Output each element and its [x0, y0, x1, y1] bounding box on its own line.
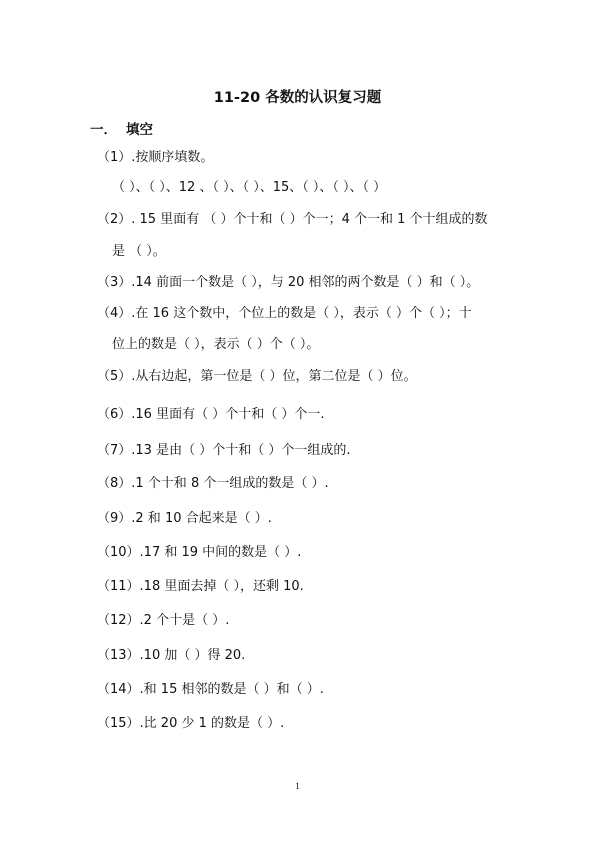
page-number: 1	[295, 781, 300, 791]
question-3: （3）.14 前面一个数是（ ），与 20 相邻的两个数是（ ）和（ ）。	[97, 275, 480, 290]
question-6: （6）.16 里面有（ ）个十和（ ）个一.	[97, 407, 325, 422]
question-2-line-1: （2）. 15 里面有 （ ）个十和（ ）个一；4 个一和 1 个十组成的数	[97, 212, 488, 227]
question-5: （5）.从右边起，第一位是（ ）位，第二位是（ ）位。	[97, 369, 417, 384]
question-7: （7）.13 是由（ ）个十和（ ）个一组成的.	[97, 443, 351, 458]
page-title: 11-20 各数的认识复习题	[213, 90, 382, 106]
question-2-line-2: 是 （ ）。	[112, 244, 166, 259]
question-9: （9）.2 和 10 合起来是（ ）.	[97, 511, 272, 526]
question-1-prompt: （1）.按顺序填数。	[97, 150, 214, 165]
question-15: （15）.比 20 少 1 的数是（ ）.	[97, 716, 285, 731]
question-10: （10）.17 和 19 中间的数是（ ）.	[97, 545, 302, 560]
question-11: （11）.18 里面去掉（ ），还剩 10.	[97, 579, 304, 594]
section-number: 一．	[90, 122, 117, 138]
question-8: （8）.1 个十和 8 个一组成的数是（ ）.	[97, 476, 329, 491]
question-13: （13）.10 加（ ）得 20.	[97, 648, 246, 663]
question-1-sequence: （ ）、（ ）、12 、（ ）、（ ）、15、（ ）、（ ）、（ ）	[112, 180, 387, 195]
section-heading	[90, 118, 153, 138]
question-12: （12）.2 个十是（ ）.	[97, 613, 230, 628]
question-14: （14）.和 15 相邻的数是（ ）和（ ）.	[97, 682, 324, 697]
question-4-line-1: （4）.在 16 这个数中，个位上的数是（ ），表示（ ）个（ ）；十	[97, 306, 472, 321]
question-4-line-2: 位上的数是（ ），表示（ ）个（ ）。	[112, 337, 320, 352]
section-label: 填空	[126, 122, 153, 138]
